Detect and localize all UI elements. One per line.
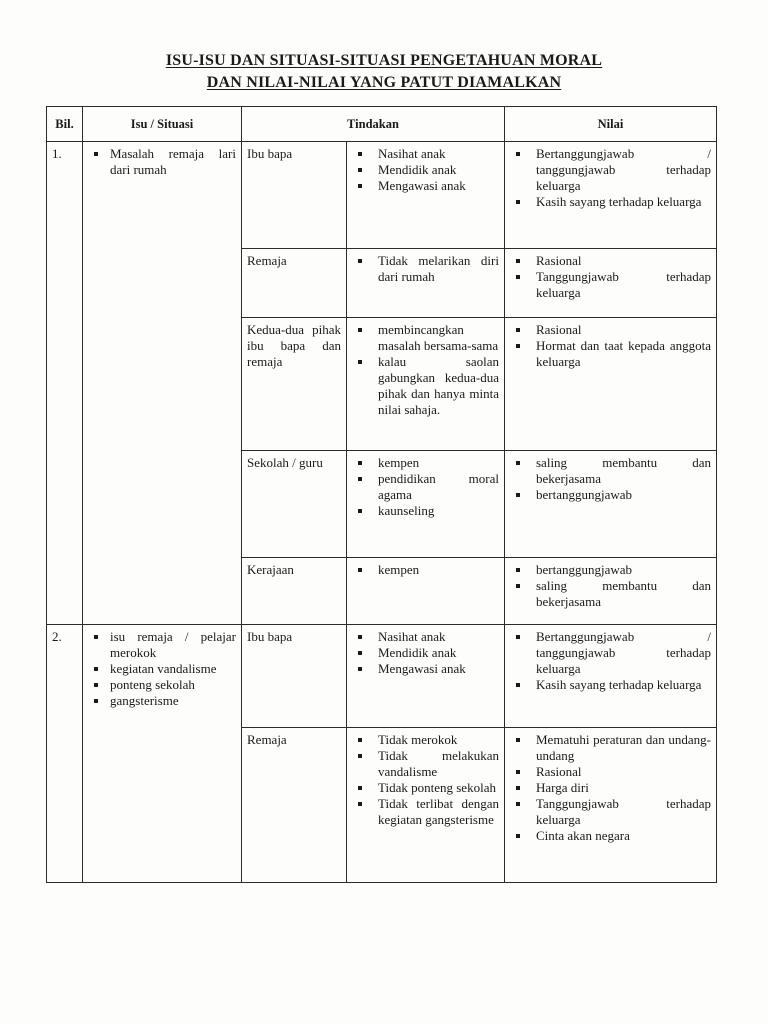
action-item: membincangkan masalah bersama-sama	[352, 322, 499, 354]
action-item: kaunseling	[352, 503, 499, 519]
action-item: Mendidik anak	[352, 162, 499, 178]
action-cell	[347, 625, 505, 728]
value-item: Harga diri	[510, 780, 711, 796]
action-item: Tidak melakukan vandalisme	[352, 748, 499, 780]
action-item: kempen	[352, 562, 499, 578]
actor-cell: Kedua-dua pihak ibu bapa dan remaja	[242, 318, 347, 451]
value-cell	[505, 142, 717, 249]
row-number: 2.	[47, 625, 83, 883]
value-item: Cinta akan negara	[510, 828, 711, 844]
value-cell	[505, 249, 717, 318]
value-item: Hormat dan taat kepada anggota keluarga	[510, 338, 711, 370]
action-item: Mendidik anak	[352, 645, 499, 661]
issue-item: ponteng sekolah	[88, 677, 236, 693]
value-cell	[505, 451, 717, 558]
action-cell	[347, 318, 505, 451]
action-item: Tidak ponteng sekolah	[352, 780, 499, 796]
actor-cell: Kerajaan	[242, 558, 347, 625]
issue-item: gangsterisme	[88, 693, 236, 709]
action-cell	[347, 142, 505, 249]
value-item: saling membantu dan bekerjasama	[510, 455, 711, 487]
action-item: Mengawasi anak	[352, 661, 499, 677]
table-row	[47, 625, 717, 728]
header-isu-situasi: Isu / Situasi	[83, 107, 242, 142]
header-nilai: Nilai	[505, 107, 717, 142]
actor-cell: Remaja	[242, 728, 347, 883]
row-number: 1.	[47, 142, 83, 625]
value-cell	[505, 318, 717, 451]
value-item: Rasional	[510, 253, 711, 269]
value-item: bertanggungjawab	[510, 562, 711, 578]
action-item: Tidak terlibat dengan kegiatan gangsterisme	[352, 796, 499, 828]
action-item: kempen	[352, 455, 499, 471]
action-cell	[347, 451, 505, 558]
value-cell	[505, 728, 717, 883]
actor-cell: Ibu bapa	[242, 142, 347, 249]
action-item: Tidak melarikan diri dari rumah	[352, 253, 499, 285]
actor-cell: Sekolah / guru	[242, 451, 347, 558]
action-item: Nasihat anak	[352, 146, 499, 162]
issue-item: isu remaja / pelajar merokok	[88, 629, 236, 661]
action-cell	[347, 249, 505, 318]
value-item: Mematuhi peraturan dan undang-undang	[510, 732, 711, 764]
action-item: Nasihat anak	[352, 629, 499, 645]
header-tindakan: Tindakan	[242, 107, 505, 142]
table-row	[47, 142, 717, 249]
value-item: Rasional	[510, 322, 711, 338]
table-header-row	[47, 107, 717, 142]
value-item: Kasih sayang terhadap keluarga	[510, 194, 711, 210]
action-cell	[347, 728, 505, 883]
value-item: Bertanggungjawab / tanggungjawab terhadap keluarga	[510, 146, 711, 194]
issue-cell	[83, 142, 242, 625]
value-item: Rasional	[510, 764, 711, 780]
moral-issues-table	[46, 106, 717, 883]
actor-cell: Remaja	[242, 249, 347, 318]
document-title-line-2: DAN NILAI-NILAI YANG PATUT DIAMALKAN	[206, 74, 562, 91]
value-item: Tanggungjawab terhadap keluarga	[510, 796, 711, 828]
header-bil: Bil.	[47, 107, 83, 142]
value-item: saling membantu dan bekerjasama	[510, 578, 711, 610]
value-item: Bertanggungjawab / tanggungjawab terhadap keluarga	[510, 629, 711, 677]
value-cell	[505, 625, 717, 728]
action-item: kalau saolan gabungkan kedua-dua pihak dan hanya minta nilai sahaja.	[352, 354, 499, 418]
action-item: pendidikan moral agama	[352, 471, 499, 503]
value-item: Kasih sayang terhadap keluarga	[510, 677, 711, 693]
value-item: bertanggungjawab	[510, 487, 711, 503]
action-item: Mengawasi anak	[352, 178, 499, 194]
issue-item: Masalah remaja lari dari rumah	[88, 146, 236, 178]
value-item: Tanggungjawab terhadap keluarga	[510, 269, 711, 301]
document-title-line-1: ISU-ISU DAN SITUASI-SITUASI PENGETAHUAN MORAL	[165, 52, 603, 69]
issue-item: kegiatan vandalisme	[88, 661, 236, 677]
value-cell	[505, 558, 717, 625]
action-cell	[347, 558, 505, 625]
actor-cell: Ibu bapa	[242, 625, 347, 728]
issue-cell	[83, 625, 242, 883]
action-item: Tidak merokok	[352, 732, 499, 748]
